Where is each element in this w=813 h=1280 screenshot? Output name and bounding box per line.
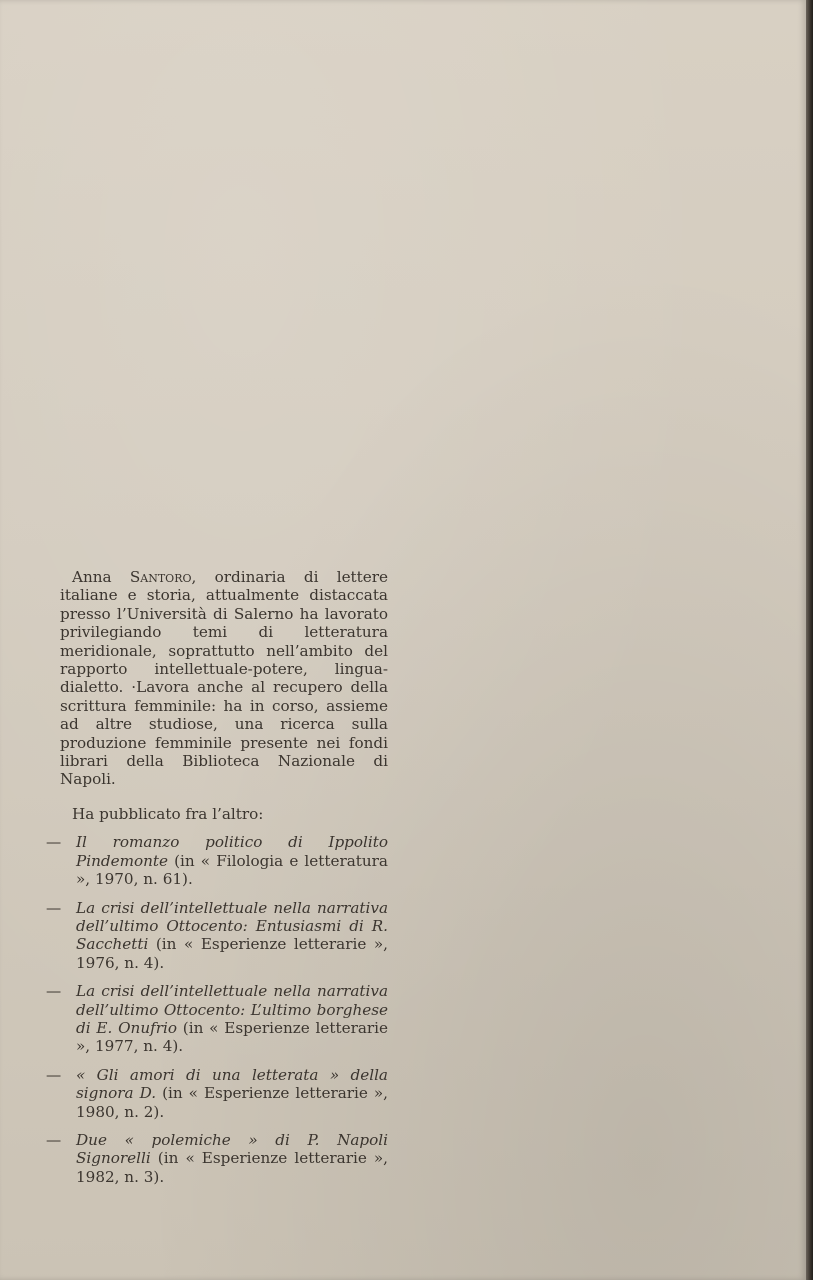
bio-text: , ordinaria di lettere italiane e storia, attualmente distaccata presso l’Università di Salerno ha lavorato privilegiando temi di letteratura meridionale, soprattutto nell’ambito del rapporto intellettuale-potere, lingua-dialetto. ·Lavora anche al recupero della scrittura femminile: ha in corso, assieme ad altre studiose, una ricerca sulla produzione femminile presente nei fondi librari della Biblioteca Nazionale di Napoli. — [60, 568, 388, 789]
author-bio — [60, 568, 388, 789]
publication-title: La crisi dell’intellettuale nella narrativa dell’ultimo Ottocento: L’ultimo borghese di E. Onufrio — [76, 982, 388, 1037]
publication-source: (in « Esperienze letterarie », 1976, n. 4). — [76, 935, 388, 972]
publication-title: La crisi dell’intellettuale nella narrativa dell’ultimo Ottocento: Entusiasmi di R. Sacchetti — [76, 898, 388, 954]
publication-item — [46, 1130, 388, 1186]
list-dash: — — [46, 1065, 62, 1084]
list-dash: — — [46, 833, 62, 852]
list-dash: — — [46, 1130, 62, 1149]
author-note — [46, 568, 388, 1196]
author-first-name: Anna — [72, 568, 130, 586]
list-dash: — — [46, 982, 62, 1001]
publication-item — [46, 982, 388, 1056]
list-dash: — — [46, 898, 62, 917]
publication-source: (in « Esperienze letterarie », 1982, n. 3). — [76, 1149, 388, 1186]
publication-source: (in « Esperienze letterarie », 1977, n. 4). — [76, 1018, 388, 1056]
publication-title: Due « polemiche » di P. Napoli Signorelli — [76, 1130, 388, 1168]
book-edge-shadow — [806, 0, 813, 1280]
publications-intro: Ha pubblicato fra l’altro: — [72, 804, 264, 823]
publication-item — [46, 898, 388, 973]
author-last-name: Santoro — [129, 568, 192, 586]
publication-title: Il romanzo politico di Ippolito Pindemonte — [76, 833, 388, 870]
publication-title: « Gli amori di una letterata » della signora D. — [76, 1065, 388, 1103]
publication-item — [46, 1065, 388, 1121]
publication-source: (in « Esperienze letterarie », 1980, n. 2). — [76, 1084, 388, 1121]
publication-source: (in « Filologia e letteratura », 1970, n. 61). — [76, 851, 388, 889]
publications-list — [46, 833, 388, 1186]
publication-item — [46, 833, 388, 889]
